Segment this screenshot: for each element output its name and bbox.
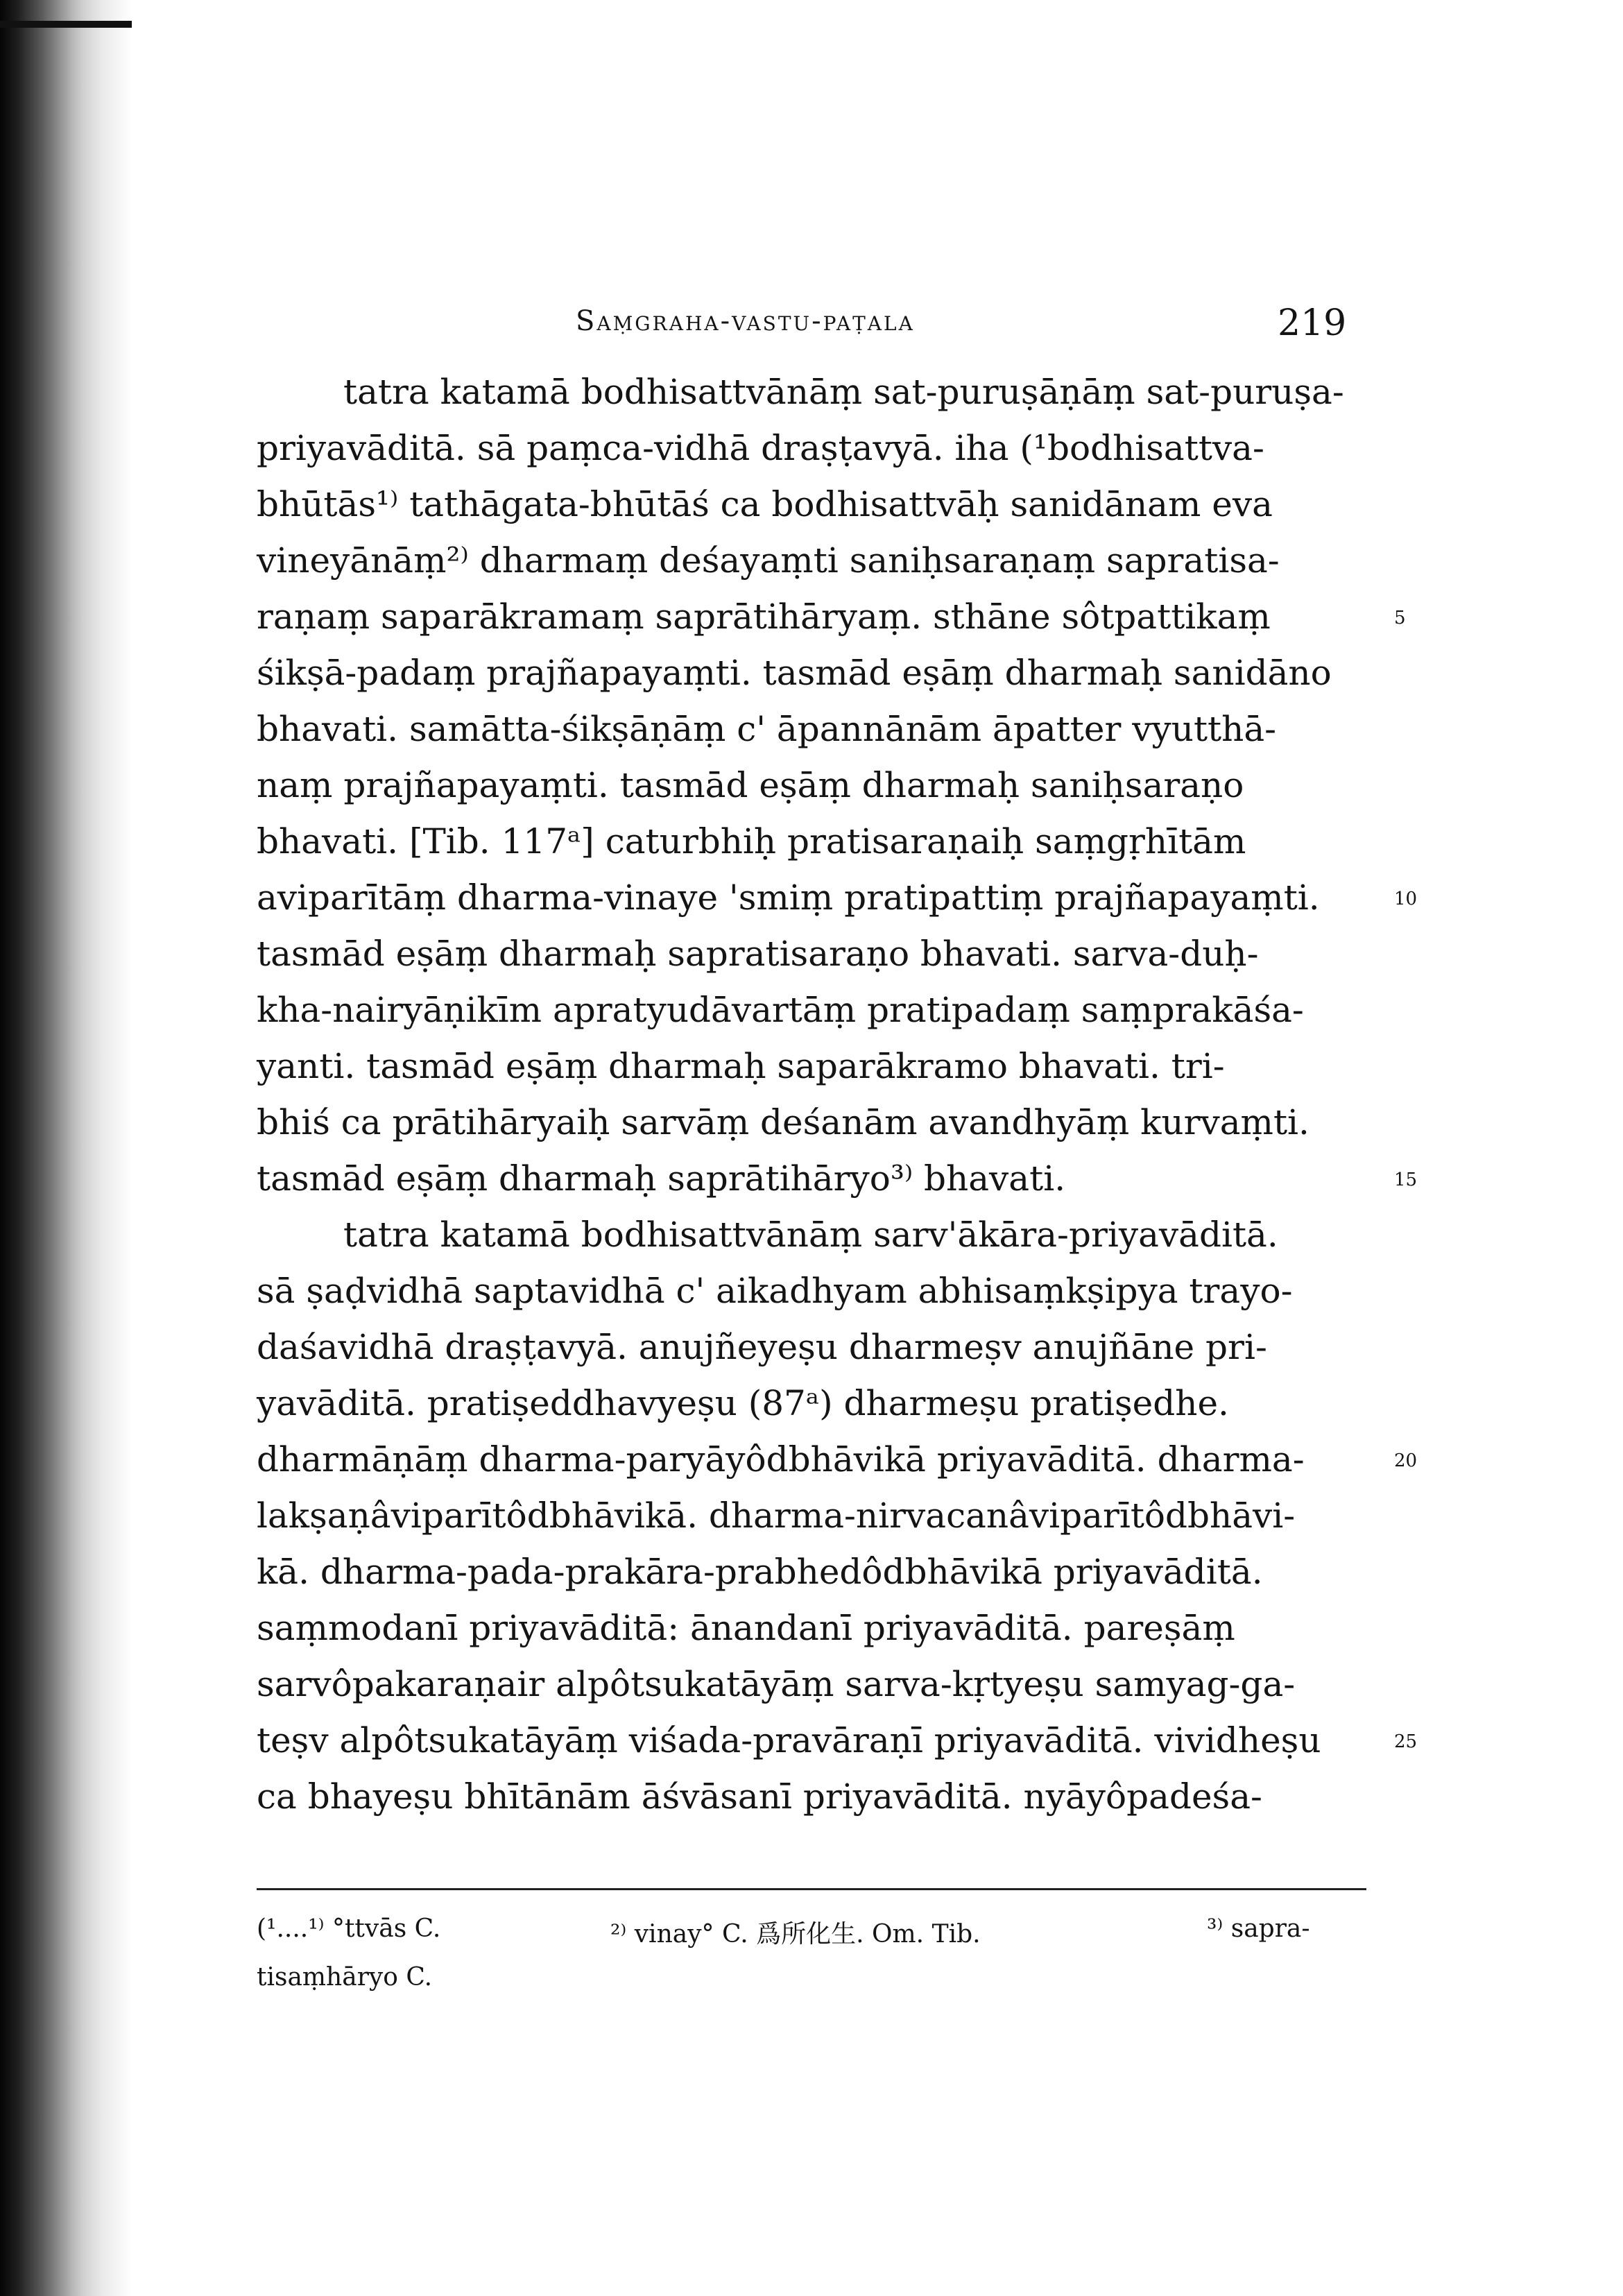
- text-line: dharmāṇāṃ dharma-paryāyôdbhāvikā priyavāditā. dharma-: [257, 1439, 1305, 1480]
- text-line: daśavidhā draṣṭavyā. anujñeyeṣu dharmeṣv anujñāne pri-: [257, 1327, 1267, 1367]
- margin-line-number: 15: [1394, 1170, 1418, 1190]
- text-line: kha-nairyāṇikīm apratyudāvartāṃ pratipadaṃ saṃprakāśa-: [257, 990, 1304, 1030]
- text-line: tatra katamā bodhisattvānāṃ sarv'ākāra-priyavāditā.: [343, 1215, 1278, 1255]
- page-corner-mark: [0, 21, 132, 28]
- binding-edge: [0, 0, 132, 2296]
- text-line: lakṣaṇâviparītôdbhāvikā. dharma-nirvacanâviparītôdbhāvi-: [257, 1496, 1296, 1536]
- text-line: yavāditā. pratiṣeddhavyeṣu (87ᵃ) dharmeṣu pratiṣedhe.: [257, 1383, 1229, 1423]
- text-line: priyavāditā. sā paṃca-vidhā draṣṭavyā. iha (¹bodhisattva-: [257, 428, 1264, 468]
- text-line: kā. dharma-pada-prakāra-prabhedôdbhāvikā priyavāditā.: [257, 1552, 1263, 1592]
- page-number: 219: [1278, 302, 1347, 344]
- margin-line-number: 25: [1394, 1731, 1418, 1752]
- text-line: raṇaṃ saparākramaṃ saprātihāryaṃ. sthāne sôtpattikaṃ: [257, 597, 1271, 637]
- margin-line-number: 5: [1394, 608, 1406, 628]
- text-line: vineyānāṃ²⁾ dharmaṃ deśayaṃti saniḥsaraṇaṃ sapratisa-: [257, 540, 1280, 581]
- footnote-rule: [257, 1888, 1366, 1890]
- text-line: teṣv alpôtsukatāyāṃ viśada-pravāraṇī priyavāditā. vividheṣu: [257, 1720, 1321, 1760]
- text-line: yanti. tasmād eṣāṃ dharmaḥ saparākramo bhavati. tri-: [257, 1046, 1225, 1086]
- text-line: ca bhayeṣu bhītānām āśvāsanī priyavāditā. nyāyôpadeśa-: [257, 1776, 1262, 1817]
- text-line: tasmād eṣāṃ dharmaḥ saprātihāryo³⁾ bhavati.: [257, 1158, 1066, 1199]
- text-line: naṃ prajñapayaṃti. tasmād eṣāṃ dharmaḥ saniḥsaraṇo: [257, 765, 1244, 805]
- footnote-3-continuation: tisaṃhāryo C.: [257, 1963, 433, 1991]
- footnote-2: ²⁾ vinay° C. 爲所化生. Om. Tib.: [610, 1920, 981, 1948]
- text-line: tasmād eṣāṃ dharmaḥ sapratisaraṇo bhavati. sarva-duḥ-: [257, 934, 1259, 974]
- footnote-3: ³⁾ sapra-: [1207, 1914, 1310, 1943]
- text-line: bhūtās¹⁾ tathāgata-bhūtāś ca bodhisattvāḥ sanidānam eva: [257, 484, 1273, 524]
- margin-line-number: 10: [1394, 889, 1418, 909]
- text-line: saṃmodanī priyavāditā: ānandanī priyavāditā. pareṣāṃ: [257, 1608, 1235, 1648]
- margin-line-number: 20: [1394, 1450, 1418, 1471]
- text-line: sarvôpakaraṇair alpôtsukatāyāṃ sarva-kṛtyeṣu samyag-ga-: [257, 1664, 1296, 1704]
- text-line: śikṣā-padaṃ prajñapayaṃti. tasmād eṣāṃ dharmaḥ sanidāno: [257, 653, 1332, 693]
- text-line: bhiś ca prātihāryaiḥ sarvāṃ deśanām avandhyāṃ kurvaṃti.: [257, 1102, 1309, 1142]
- text-line: bhavati. samātta-śikṣāṇāṃ c' āpannānām āpatter vyutthā-: [257, 709, 1277, 749]
- text-line: tatra katamā bodhisattvānāṃ sat-puruṣāṇāṃ sat-puruṣa-: [343, 372, 1344, 412]
- text-line: aviparītāṃ dharma-vinaye 'smiṃ pratipattiṃ prajñapayaṃti.: [257, 877, 1320, 918]
- footnote-1: (¹....¹⁾ °ttvās C.: [257, 1914, 441, 1943]
- text-line: sā ṣaḍvidhā saptavidhā c' aikadhyam abhisaṃkṣipya trayo-: [257, 1271, 1293, 1311]
- text-line: bhavati. [Tib. 117ᵃ] caturbhiḥ pratisaraṇaiḥ saṃgṛhītām: [257, 821, 1246, 862]
- running-head: Saṃgraha-vastu-paṭala: [576, 305, 915, 337]
